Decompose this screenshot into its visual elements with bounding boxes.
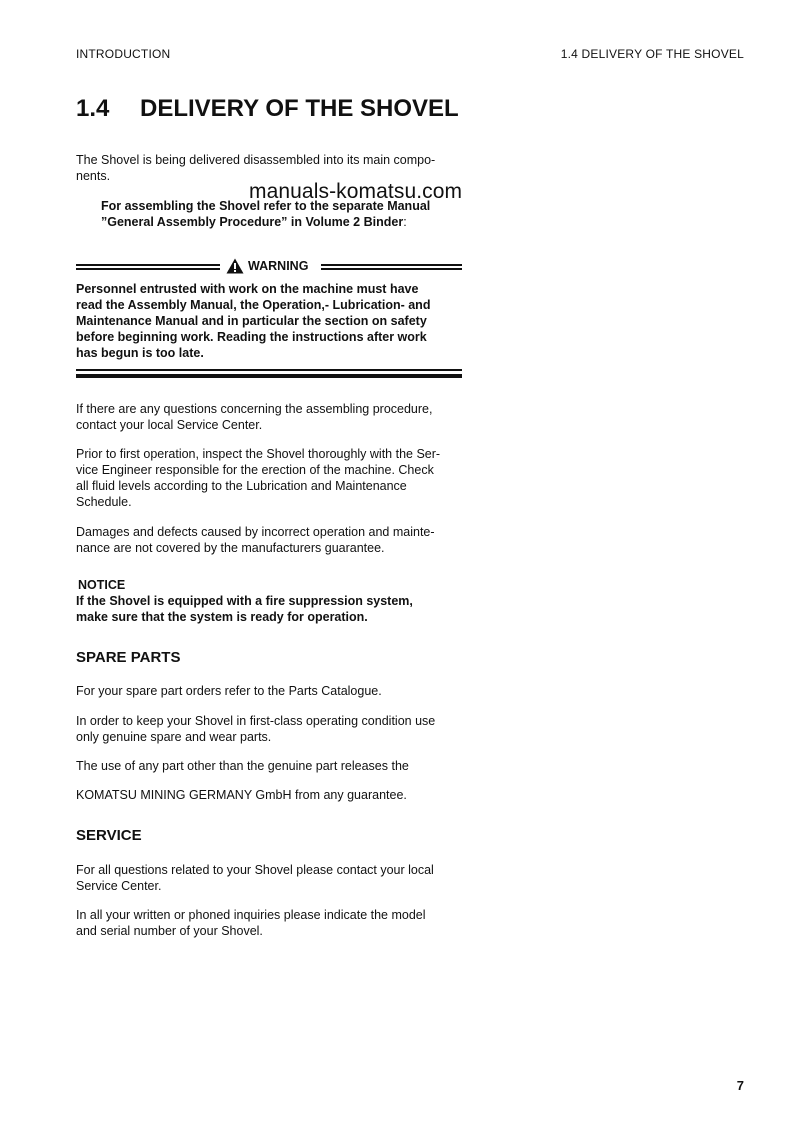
body-line: all fluid levels according to the Lubrication and Maintenance bbox=[76, 479, 407, 493]
first-operation-paragraph bbox=[76, 446, 462, 510]
warning-line: has begun is too late. bbox=[76, 346, 204, 360]
body-line: Schedule. bbox=[76, 495, 132, 509]
notice-line: make sure that the system is ready for operation. bbox=[76, 610, 368, 624]
damages-paragraph bbox=[76, 524, 462, 556]
body-line: only genuine spare and wear parts. bbox=[76, 730, 272, 744]
body-line: In order to keep your Shovel in first-class operating condition use bbox=[76, 714, 436, 728]
notice-label: NOTICE bbox=[78, 578, 126, 592]
body-line: For all questions related to your Shovel please contact your local bbox=[76, 863, 434, 877]
service-heading: SERVICE bbox=[76, 827, 142, 844]
warning-footer-rule bbox=[76, 369, 462, 378]
warning-text: WARNING bbox=[248, 259, 309, 273]
spare-parts-p2 bbox=[76, 713, 462, 745]
running-header-left: INTRODUCTION bbox=[76, 47, 171, 61]
manual-name-tail: : bbox=[403, 215, 407, 229]
warning-rule-thick bbox=[76, 374, 462, 378]
body-line: and serial number of your Shovel. bbox=[76, 924, 263, 938]
section-title: DELIVERY OF THE SHOVEL bbox=[140, 95, 459, 122]
watermark: manuals-komatsu.com bbox=[249, 180, 463, 203]
spare-parts-p1: For your spare part orders refer to the Parts Catalogue. bbox=[76, 684, 382, 698]
spare-parts-heading: SPARE PARTS bbox=[76, 649, 181, 666]
warning-rule-left bbox=[76, 264, 220, 270]
service-p2 bbox=[76, 907, 462, 939]
assembly-reference-line: For assembling the Shovel refer to the separate Manual bbox=[101, 199, 431, 213]
warning-label bbox=[226, 258, 308, 274]
page-title bbox=[76, 95, 459, 123]
assembly-reference-line bbox=[101, 214, 462, 230]
body-line: If there are any questions concerning the assembling procedure, bbox=[76, 402, 433, 416]
warning-line: before beginning work. Reading the instructions after work bbox=[76, 330, 427, 344]
service-p1 bbox=[76, 862, 462, 894]
section-number: 1.4 bbox=[76, 95, 110, 122]
notice-line: If the Shovel is equipped with a fire suppression system, bbox=[76, 594, 413, 608]
warning-triangle-icon bbox=[226, 258, 244, 274]
page-number: 7 bbox=[736, 1078, 744, 1093]
running-header-right: 1.4 DELIVERY OF THE SHOVEL bbox=[560, 47, 744, 61]
spare-parts-p4: KOMATSU MINING GERMANY GmbH from any guarantee. bbox=[76, 788, 407, 802]
body-line: Damages and defects caused by incorrect operation and mainte- bbox=[76, 525, 435, 539]
warning-rule-right bbox=[321, 264, 462, 270]
spare-parts-p3: The use of any part other than the genuine part releases the bbox=[76, 759, 409, 773]
intro-line: The Shovel is being delivered disassembled into its main compo- bbox=[76, 153, 436, 167]
warning-line: Personnel entrusted with work on the machine must have bbox=[76, 282, 419, 296]
warning-body bbox=[76, 281, 462, 361]
intro-line: nents. bbox=[76, 169, 111, 183]
warning-header bbox=[76, 259, 462, 275]
warning-rule-thin bbox=[76, 369, 462, 371]
manual-name: ”General Assembly Procedure” in Volume 2 Binder bbox=[101, 215, 404, 229]
body-line: Prior to first operation, inspect the Shovel thoroughly with the Ser- bbox=[76, 447, 441, 461]
body-line: vice Engineer responsible for the erection of the machine. Check bbox=[76, 463, 434, 477]
body-line: Service Center. bbox=[76, 879, 162, 893]
body-line: contact your local Service Center. bbox=[76, 418, 263, 432]
questions-paragraph bbox=[76, 401, 462, 433]
notice-body bbox=[76, 593, 462, 625]
warning-line: read the Assembly Manual, the Operation,- Lubrication- and bbox=[76, 298, 431, 312]
body-line: In all your written or phoned inquiries please indicate the model bbox=[76, 908, 426, 922]
body-line: nance are not covered by the manufacturers guarantee. bbox=[76, 541, 385, 555]
warning-line: Maintenance Manual and in particular the section on safety bbox=[76, 314, 427, 328]
